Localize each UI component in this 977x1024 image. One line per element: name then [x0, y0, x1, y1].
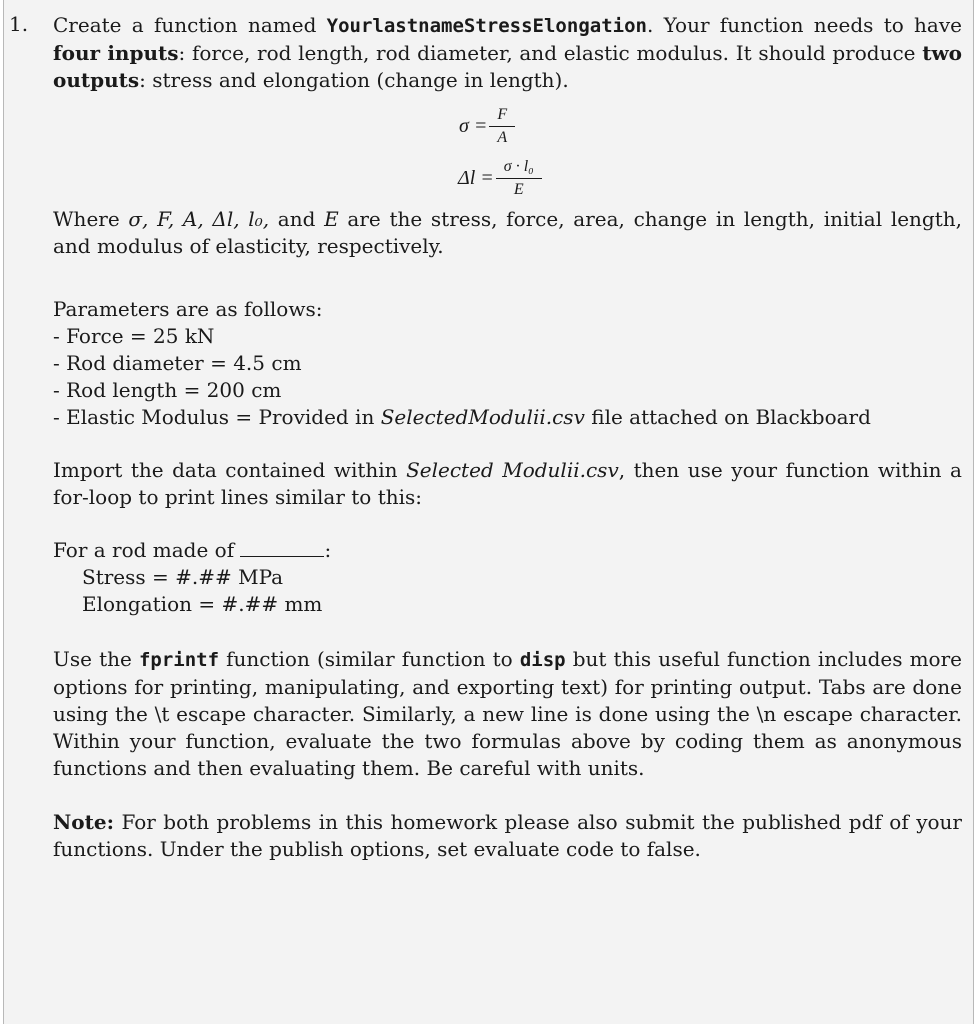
- usage-text-1: Use the: [53, 647, 139, 671]
- parameters-list: [53, 296, 962, 431]
- import-text-1: Import the data contained within: [53, 458, 407, 482]
- question-number: 1.: [9, 12, 29, 36]
- elongation-numerator: σ · l₀: [503, 158, 534, 175]
- import-paragraph: [53, 457, 962, 511]
- question-page: [3, 0, 974, 1024]
- parameters-heading: Parameters are as follows:: [53, 297, 323, 321]
- four-inputs-bold: four inputs: [53, 41, 179, 65]
- parameter-modulus: [53, 404, 962, 431]
- example-elongation-line: Elongation = #.## mm: [82, 592, 323, 616]
- modulus-text-2: file attached on Blackboard: [584, 405, 871, 429]
- stress-fraction: [493, 104, 511, 149]
- intro-text-1: Create a function named: [53, 13, 327, 37]
- elongation-denominator: E: [513, 181, 524, 198]
- disp-code: disp: [519, 649, 566, 671]
- stress-numerator: F: [497, 106, 508, 123]
- elongation-equation: [458, 156, 538, 201]
- usage-paragraph: [53, 646, 962, 782]
- blank-line: [240, 538, 324, 557]
- two-outputs-bold: two outputs: [53, 41, 962, 92]
- usage-text-2: function (similar function to: [219, 647, 520, 671]
- example-line-1-text: For a rod made of: [53, 538, 241, 562]
- where-text-1: Where: [53, 207, 129, 231]
- note-text: For both problems in this homework please also submit the published pdf of your functions. Under the publish options, set evaluate code to false.: [53, 810, 962, 861]
- question-content: [53, 12, 962, 863]
- intro-text-4: : stress and elongation (change in length).: [139, 68, 569, 92]
- intro-paragraph: [53, 12, 962, 94]
- example-stress-line: Stress = #.## MPa: [82, 565, 284, 589]
- elongation-lhs: Δl =: [458, 167, 494, 189]
- equations-block: [53, 94, 962, 206]
- usage-text-3: but this useful function includes more options for printing, manipulating, and exporting text) for printing output. Tabs are done using the \t escape character. Similarly, a new line is done using the \n escape character. Within your function, evaluate the two formulas above by coding them as anonymous functions and then evaluating them. Be careful with units.: [53, 647, 962, 780]
- example-line-1: [53, 537, 962, 564]
- import-file-name: Selected Modulii.csv: [406, 458, 619, 482]
- parameter-length: - Rod length = 200 cm: [53, 378, 282, 402]
- function-name: YourlastnameStressElongation: [326, 15, 647, 37]
- modulus-file-name: SelectedModulii.csv: [380, 405, 585, 429]
- where-symbols: σ, F, A, Δl, l₀,: [128, 207, 270, 231]
- note-label: Note:: [53, 810, 114, 834]
- intro-text-3: : force, rod length, rod diameter, and elastic modulus. It should produce: [178, 41, 923, 65]
- parameter-force: - Force = 25 kN: [53, 324, 215, 348]
- intro-text-2: . Your function needs to have: [646, 13, 962, 37]
- stress-lhs: σ =: [459, 115, 488, 137]
- modulus-text-1: - Elastic Modulus = Provided in: [53, 405, 381, 429]
- parameter-diameter: - Rod diameter = 4.5 cm: [53, 351, 302, 375]
- note-paragraph: [53, 809, 962, 863]
- elongation-fraction: [500, 156, 538, 201]
- stress-denominator: A: [497, 129, 508, 146]
- where-paragraph: [53, 206, 962, 260]
- where-text-2: and: [269, 207, 325, 231]
- where-text-3: are the stress, force, area, change in length, initial length, and modulus of elasticity, respectively.: [53, 207, 963, 258]
- import-text-2: , then use your function within a for-loop to print lines similar to this:: [53, 458, 962, 509]
- stress-equation: [459, 104, 511, 149]
- example-output: [53, 537, 962, 618]
- fprintf-code: fprintf: [138, 649, 220, 671]
- example-line-1-colon: :: [324, 538, 332, 562]
- where-e-symbol: E: [324, 207, 339, 231]
